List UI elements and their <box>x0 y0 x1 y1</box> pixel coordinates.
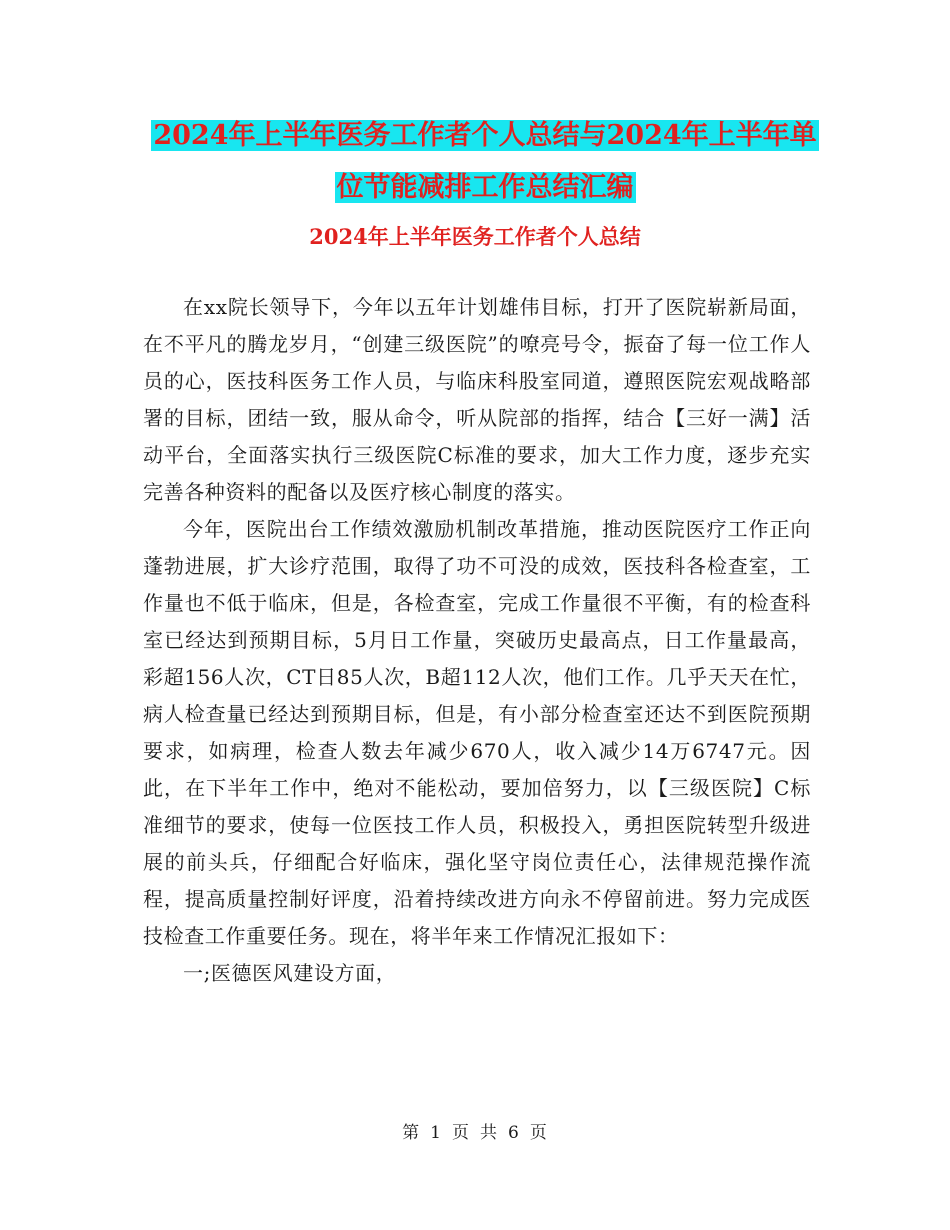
footer-prefix: 第 <box>402 1123 421 1143</box>
footer-page-suffix: 页 <box>529 1123 548 1143</box>
document-title <box>145 110 825 214</box>
footer-current-page: 1 <box>430 1123 442 1143</box>
footer-total-pages: 6 <box>508 1123 520 1143</box>
page-footer <box>0 1118 950 1143</box>
title-line-1: 2024年上半年医务工作者个人总结与2024年上半年单 <box>153 120 817 151</box>
title-line-2: 位节能减排工作总结汇编 <box>336 172 634 203</box>
paragraph-1: 在xx院长领导下，今年以五年计划雄伟目标，打开了医院崭新局面，在不平凡的腾龙岁月，“创建三级医院”的嘹亮号令，振奋了每一位工作人员的心，医技科医务工作人员，与临床科股室同道，遵照医院宏观战略部署的目标，团结一致，服从命令，听从院部的指挥，结合【三好一满】活动平台，全面落实执行三级医院C标准的要求，加大工作力度，逐步充实完善各种资料的配备以及医疗核心制度的落实。 <box>143 295 811 504</box>
footer-total-prefix: 共 <box>480 1123 498 1143</box>
footer-page-word: 页 <box>452 1123 470 1143</box>
section-title: 2024年上半年医务工作者个人总结 <box>309 224 641 249</box>
document-body <box>143 289 811 992</box>
paragraph-2: 今年，医院出台工作绩效激励机制改革措施，推动医院医疗工作正向蓬勃进展，扩大诊疗范围，取得了功不可没的成效，医技科各检查室，工作量也不低于临床，但是，各检查室，完成工作量很不平衡，有的检查科室已经达到预期目标，5月日工作量，突破历史最高点，日工作量最高，彩超156人次，CT日85人次，B超112人次，他们工作。几乎天天在忙，病人检查量已经达到预期目标，但是，有小部分检查室还达不到医院预期要求，如病理，检查人数去年减少670人，收入减少14万6747元。因此，在下半年工作中，绝对不能松动，要加倍努力，以【三级医院】C标准细节的要求，使每一位医技工作人员，积极投入，勇担医院转型升级进展的前头兵，仔细配合好临床，强化坚守岗位责任心，法律规范操作流程，提高质量控制好评度，沿着持续改进方向永不停留前进。努力完成医技检查工作重要任务。现在，将半年来工作情况汇报如下： <box>143 517 811 948</box>
paragraph-3: 一;医德医风建设方面， <box>183 961 397 985</box>
